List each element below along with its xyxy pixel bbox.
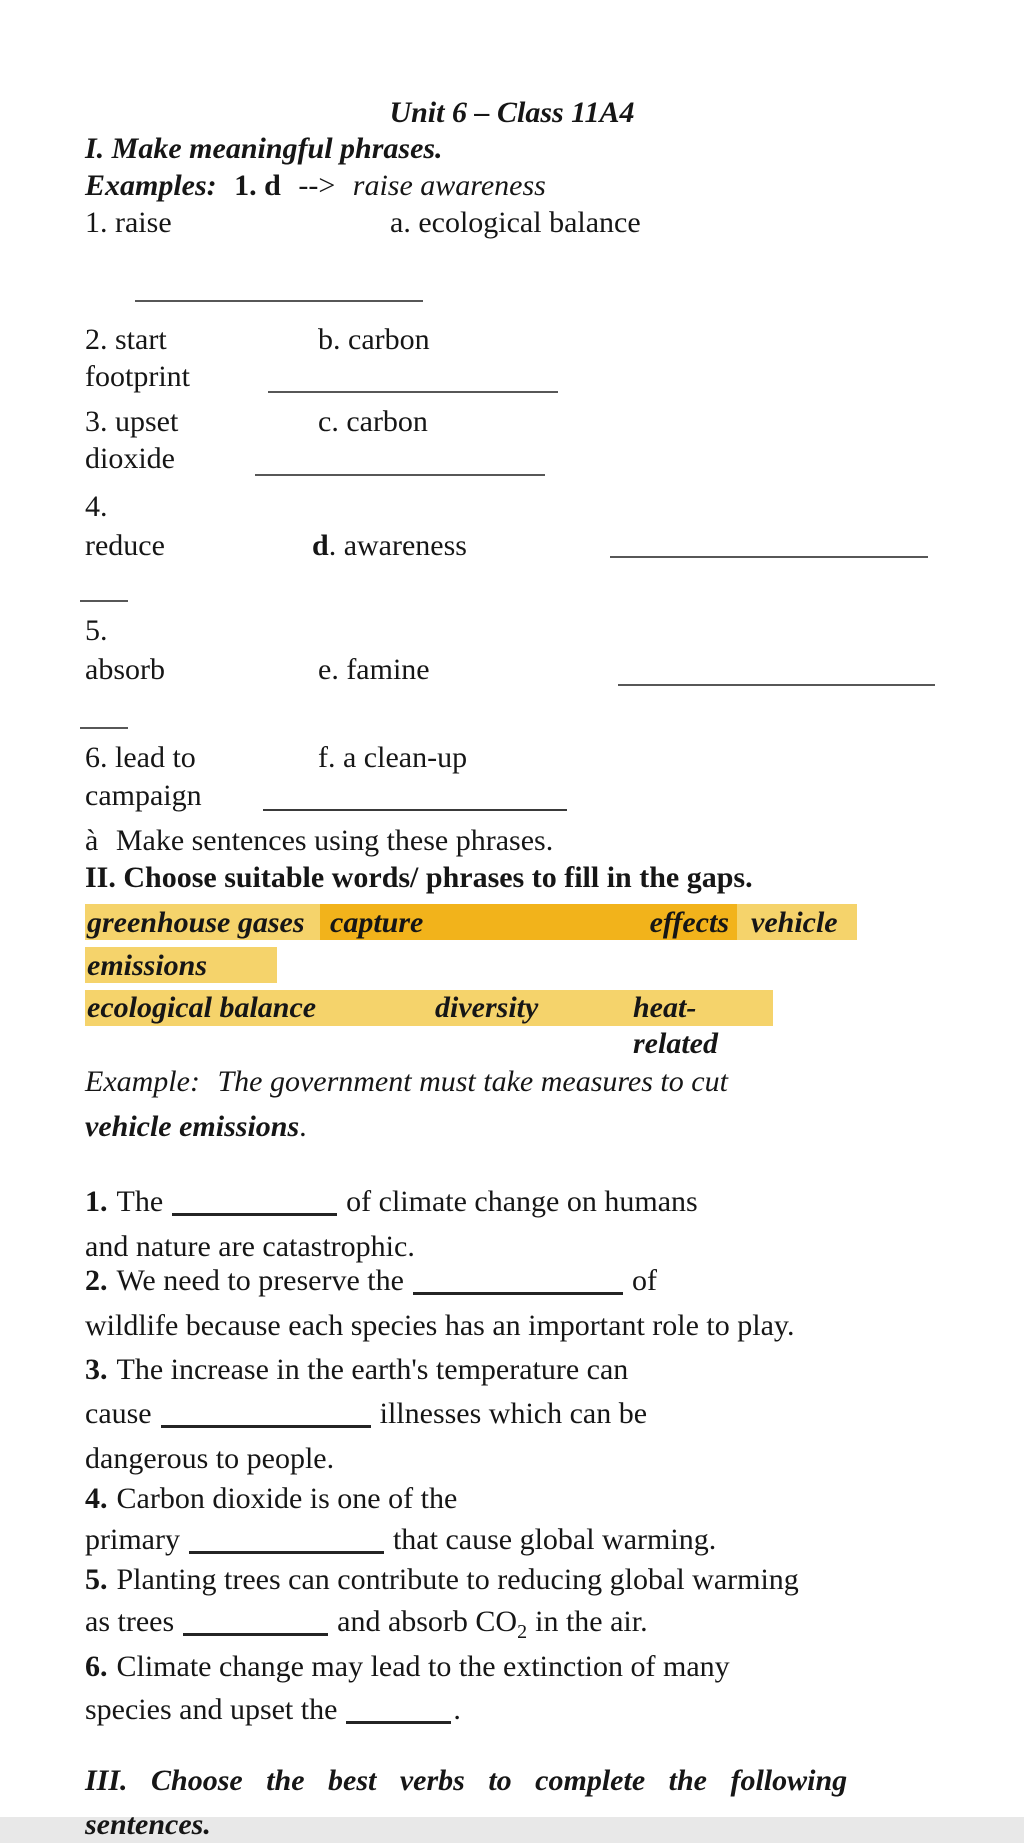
question-1-before: The: [116, 1185, 164, 1218]
wordbank-dark-segment: [320, 904, 737, 940]
match-row-2: [0, 321, 1024, 359]
match-option-f: f. a clean-up: [318, 741, 468, 774]
question-3-number: 3.: [85, 1353, 108, 1386]
match-row-4: [0, 527, 1024, 565]
co2-subscript: 2: [517, 1621, 528, 1643]
fill-blank-2: [413, 1268, 623, 1295]
question-6-before: species and upset the: [85, 1693, 338, 1726]
wordbank-word-heat-related: heat-related: [633, 991, 718, 1060]
question-6-number: 6.: [85, 1650, 108, 1683]
question-6-line-1: [85, 1648, 730, 1685]
question-1-number: 1.: [85, 1185, 108, 1218]
question-3-after: illnesses which can be: [379, 1397, 648, 1430]
section2-example-period: .: [299, 1110, 307, 1143]
section3-next-line-partial: sentences.: [85, 1808, 211, 1841]
match-left-2-cont: footprint: [85, 360, 190, 393]
match-left-5: 5.: [85, 614, 108, 647]
wordbank-word-effects: effects: [649, 905, 729, 939]
question-6-line-2: [85, 1691, 461, 1728]
wordbank-word-diversity: diversity: [435, 991, 539, 1024]
question-6-end: .: [453, 1693, 461, 1726]
question-4-after: that cause global warming.: [392, 1523, 717, 1556]
question-3-line-1: [85, 1351, 628, 1388]
answer-blank-3: [255, 474, 545, 476]
match-row-3: [0, 403, 1024, 441]
question-5-end: in the air.: [535, 1605, 648, 1638]
fill-blank-5: [183, 1609, 328, 1636]
question-6-text: Climate change may lead to the extinction of many: [116, 1650, 730, 1683]
question-4-line-1: [85, 1480, 457, 1517]
question-1-after: of climate change on humans: [346, 1185, 698, 1218]
match-left-6: 6. lead to: [85, 741, 196, 774]
question-3-line-2: [85, 1395, 647, 1432]
question-3-before: cause: [85, 1397, 152, 1430]
match-option-a: a. ecological balance: [390, 206, 641, 239]
answer-blank-1: [135, 300, 423, 302]
question-3-line-3: dangerous to people.: [85, 1442, 335, 1475]
section2-heading: II. Choose suitable words/ phrases to fill in the gaps.: [85, 861, 753, 894]
note-text: Make sentences using these phrases.: [115, 824, 554, 857]
question-5-text: Planting trees can contribute to reducing global warming: [116, 1563, 799, 1596]
match-left-6-cont: campaign: [85, 779, 202, 812]
question-2-after: of: [631, 1264, 657, 1297]
match-left-3: 3. upset: [85, 405, 179, 438]
match-left-3-cont: dioxide: [85, 442, 175, 475]
option-d-letter: d: [312, 529, 329, 562]
wordbank-word-greenhouse-gases: greenhouse gases: [85, 904, 320, 940]
match-row-1: [0, 204, 1024, 242]
question-4-number: 4.: [85, 1482, 108, 1515]
section1-heading: I. Make meaningful phrases.: [85, 132, 443, 165]
section2-example-text: The government must take measures to cut: [217, 1065, 728, 1098]
question-5-before: as trees: [85, 1605, 175, 1638]
example-phrase: raise awareness: [352, 169, 546, 202]
wordbank-word-vehicle: vehicle: [737, 904, 857, 940]
example-arrow: -->: [298, 169, 336, 202]
note-line: [85, 822, 553, 859]
page-title: Unit 6 – Class 11A4: [389, 96, 635, 129]
question-4-before: primary: [85, 1523, 180, 1556]
match-option-c: c. carbon: [318, 405, 428, 438]
arrow-marker: à: [85, 824, 99, 857]
question-4-text: Carbon dioxide is one of the: [116, 1482, 458, 1515]
answer-blank-4: [610, 556, 928, 558]
section2-example-line1: [85, 1063, 728, 1100]
wordbank-word-ecological-balance: ecological balance: [87, 991, 317, 1024]
section1-example-line: [85, 167, 546, 204]
fill-blank-1: [172, 1189, 337, 1216]
question-5-number: 5.: [85, 1563, 108, 1596]
example-item: 1. d: [234, 169, 281, 202]
wordbank-word-emissions: emissions: [85, 947, 277, 983]
question-5-line-2: [85, 1603, 648, 1651]
match-left-4: 4.: [85, 490, 108, 523]
question-4-line-2: [85, 1521, 716, 1558]
short-blank-2: [80, 727, 128, 729]
question-5-mid: and absorb CO: [337, 1605, 518, 1638]
answer-blank-2: [268, 391, 558, 393]
example-label: Examples:: [85, 169, 217, 202]
question-5-line-1: [85, 1561, 799, 1598]
section2-example-line2: [85, 1108, 307, 1145]
fill-blank-6: [346, 1697, 451, 1724]
question-2-before: We need to preserve the: [116, 1264, 404, 1297]
question-3-text: The increase in the earth's temperature can: [116, 1353, 629, 1386]
answer-blank-5: [618, 684, 935, 686]
section2-example-answer: vehicle emissions: [85, 1110, 300, 1143]
short-blank-1: [80, 600, 128, 602]
question-2-line-1: [85, 1262, 657, 1299]
option-d-rest: . awareness: [328, 529, 467, 562]
match-left-4-cont: reduce: [85, 529, 165, 562]
section3-heading: III. Choose the best verbs to complete the following: [85, 1764, 848, 1797]
match-option-e: e. famine: [318, 653, 430, 686]
match-option-b: b. carbon: [318, 323, 430, 356]
question-1-line-1: [85, 1183, 698, 1220]
answer-blank-6: [263, 809, 567, 811]
fill-blank-4: [189, 1527, 384, 1554]
match-left-1: 1. raise: [85, 206, 172, 239]
match-row-6: [0, 739, 1024, 777]
match-option-d: [312, 527, 467, 564]
wordbank-word-capture: capture: [330, 905, 424, 939]
question-2-line-2: wildlife because each species has an important role to play.: [85, 1309, 795, 1342]
fill-blank-3: [161, 1401, 371, 1428]
match-left-5-cont: absorb: [85, 653, 165, 686]
wordbank-row-1: [85, 904, 857, 940]
question-2-number: 2.: [85, 1264, 108, 1297]
section2-example-label: Example:: [85, 1065, 200, 1098]
question-1-line-2: and nature are catastrophic.: [85, 1230, 415, 1263]
match-left-2: 2. start: [85, 323, 167, 356]
wordbank-row-3: [85, 990, 773, 1060]
